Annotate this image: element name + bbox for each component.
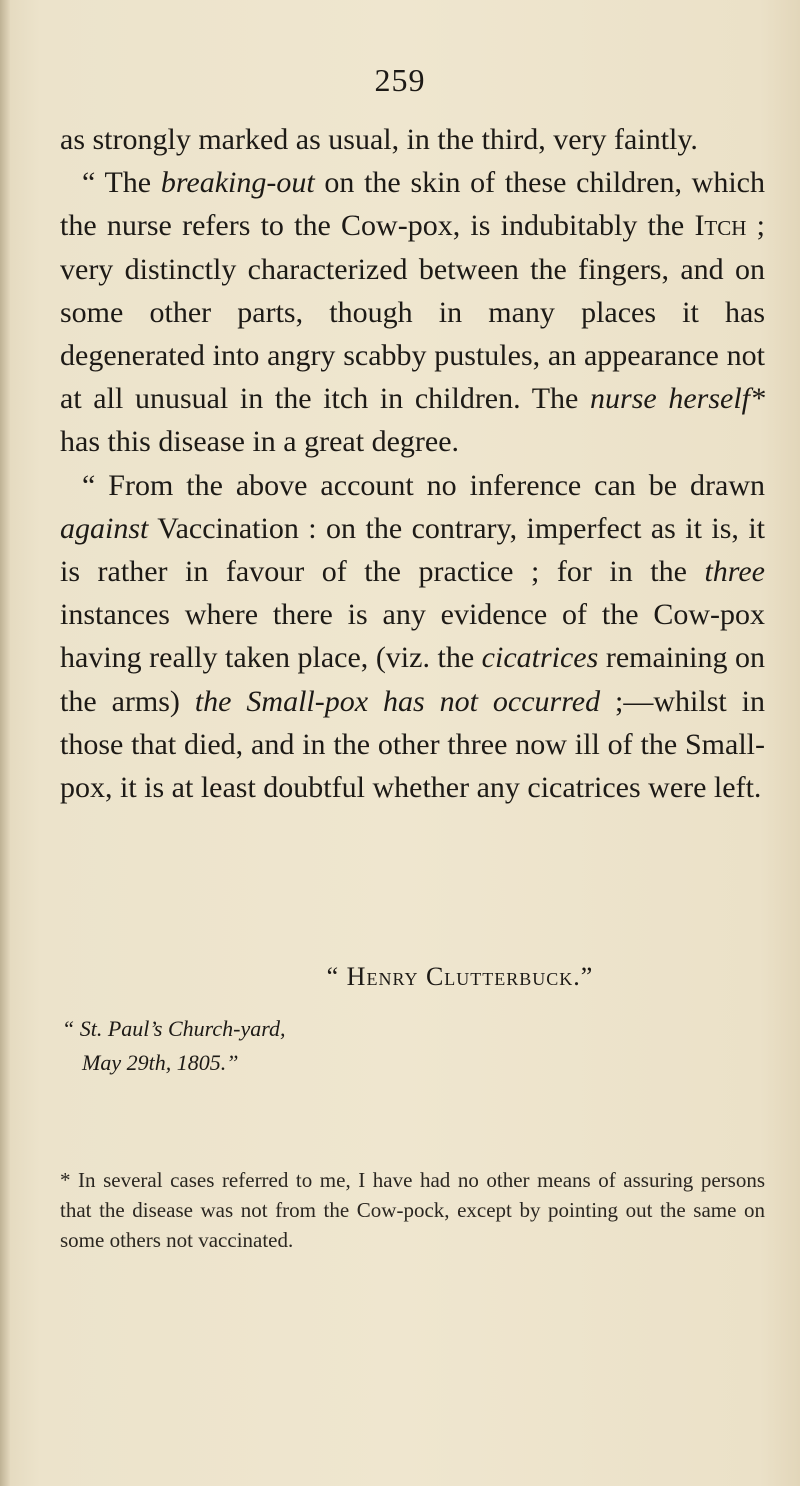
page-binding-edge bbox=[0, 0, 10, 1486]
text-segment: against bbox=[60, 511, 149, 545]
place-line: “ St. Paul’s Church-yard, bbox=[62, 1016, 286, 1041]
text-segment: breaking-out bbox=[160, 166, 315, 200]
signature: “ Henry Clutterbuck.” bbox=[326, 962, 594, 991]
text-segment: three bbox=[704, 555, 765, 589]
text-segment: remaining on the arms) bbox=[60, 641, 765, 718]
text-segment: instances where there is any evidence of the Cow-pox having really taken place, (viz. the bbox=[60, 598, 765, 675]
text-segment: cicatrices bbox=[481, 641, 599, 675]
paragraph-2 bbox=[60, 161, 765, 463]
text-segment: “ From the above account no inference can be drawn bbox=[82, 468, 765, 502]
text-segment: as strongly marked as usual, in the third, very faintly. bbox=[60, 123, 698, 156]
text-segment: Itch bbox=[694, 209, 747, 243]
paragraph-3 bbox=[60, 464, 765, 810]
paragraph-1 bbox=[60, 118, 765, 161]
text-segment: the Small-pox has not occurred bbox=[194, 684, 601, 718]
date-line: May 29th, 1805.” bbox=[82, 1050, 239, 1075]
text-segment: has this disease in a great degree. bbox=[60, 425, 460, 459]
text-segment: on the skin of these children, which the nurse refers to the Cow-pox, is indubitably the bbox=[60, 166, 765, 243]
page-number: 259 bbox=[374, 62, 426, 98]
text-segment: “ The bbox=[82, 166, 161, 200]
text-segment: ;—whilst in those that died, and in the other three now ill of the Small-pox, it is at least doubtful whether any cicatrices were left. bbox=[60, 684, 765, 805]
text-segment: Vaccination : on the contrary, imperfect as it is, it is rather in favour of the practice ; for in the bbox=[60, 511, 765, 589]
text-segment: nurse herself* bbox=[590, 382, 765, 416]
body-text bbox=[60, 118, 765, 809]
place-and-date bbox=[62, 1012, 285, 1080]
footnote: * In several cases referred to me, I have had no other means of assuring persons that the disease was not from the Cow-pock, except by pointing out the same on some others not vaccinated. bbox=[60, 1168, 765, 1252]
text-segment: ; very distinctly characterized between the fingers, and on some other parts, though in many places it has degenerated into angry scabby pustules, an appearance not at all unusual in the itch in children. The bbox=[60, 209, 766, 416]
